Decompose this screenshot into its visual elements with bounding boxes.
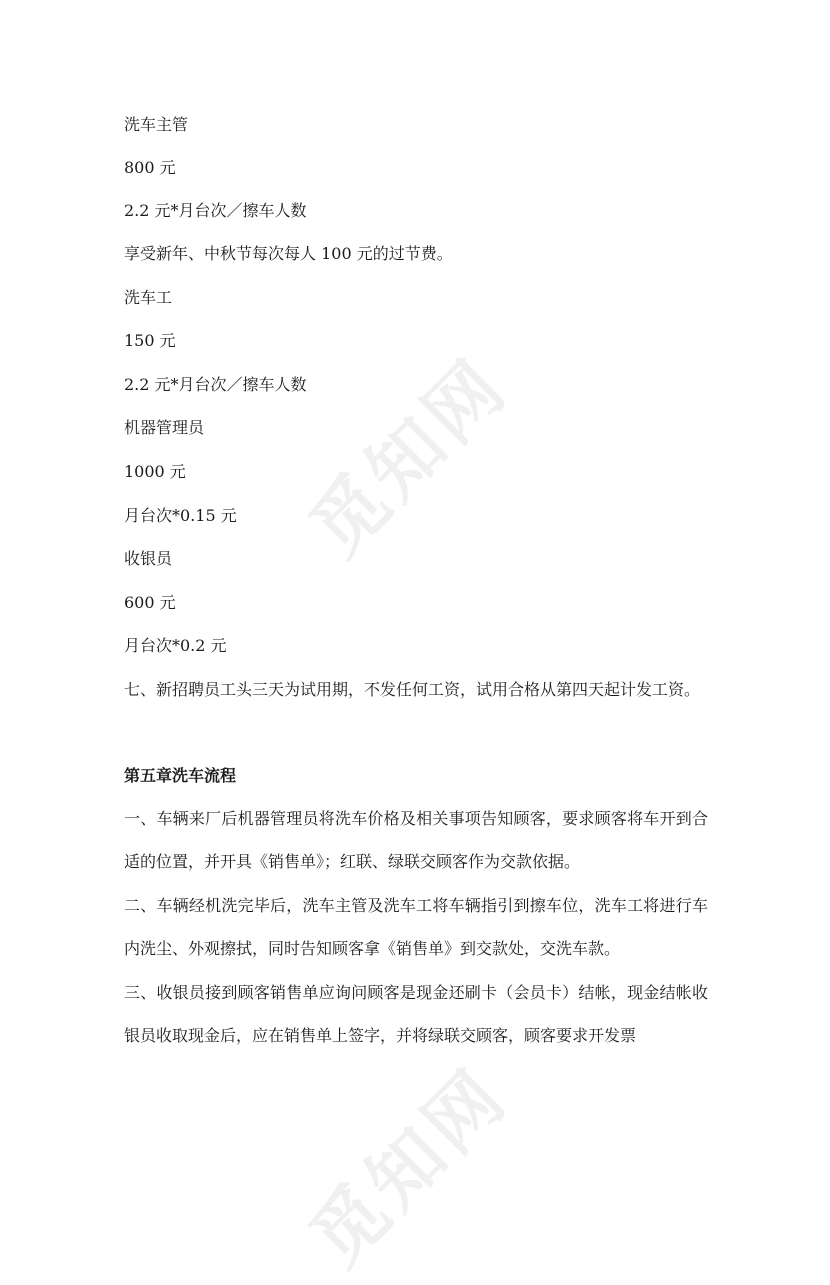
paragraph-holiday-bonus: 享受新年、中秋节每次每人 100 元的过节费。 [124,244,453,263]
watermark: 觅知网 [293,1051,525,1283]
watermark: 觅知网 [293,341,525,573]
paragraph-procedure-step: 三、收银员接到顾客销售单应询问顾客是现金还刷卡（会员卡）结帐，现金结帐收银员收取现金后，应在销售单上签字，并将绿联交顾客，顾客要求开发票 [124,983,708,1045]
paragraph-role-title: 收银员 [124,549,173,568]
chapter-heading: 第五章洗车流程 [124,766,237,785]
paragraph-commission: 月台次*0.15 元 [124,506,237,525]
paragraph-procedure-step: 一、车辆来厂后机器管理员将洗车价格及相关事项告知顾客，要求顾客将车开到合适的位置，并开具《销售单》；红联、绿联交顾客作为交款依据。 [124,809,708,871]
paragraph-role-title: 机器管理员 [124,418,205,437]
paragraph-role-title: 洗车工 [124,288,173,307]
paragraph-commission: 2.2 元*月台次／擦车人数 [124,201,307,220]
paragraph-commission: 2.2 元*月台次／擦车人数 [124,375,307,394]
paragraph-role-title: 洗车主管 [124,115,189,134]
paragraph-base-pay: 1000 元 [124,462,186,481]
paragraph-commission: 月台次*0.2 元 [124,636,227,655]
paragraph-base-pay: 600 元 [124,593,176,612]
paragraph-base-pay: 800 元 [124,158,176,177]
paragraph-procedure-step: 二、车辆经机洗完毕后，洗车主管及洗车工将车辆指引到擦车位，洗车工将进行车内洗尘、外观擦拭，同时告知顾客拿《销售单》到交款处，交洗车款。 [124,896,708,958]
paragraph-probation-rule: 七、新招聘员工头三天为试用期，不发任何工资，试用合格从第四天起计发工资。 [124,680,701,699]
paragraph-base-pay: 150 元 [124,331,176,350]
